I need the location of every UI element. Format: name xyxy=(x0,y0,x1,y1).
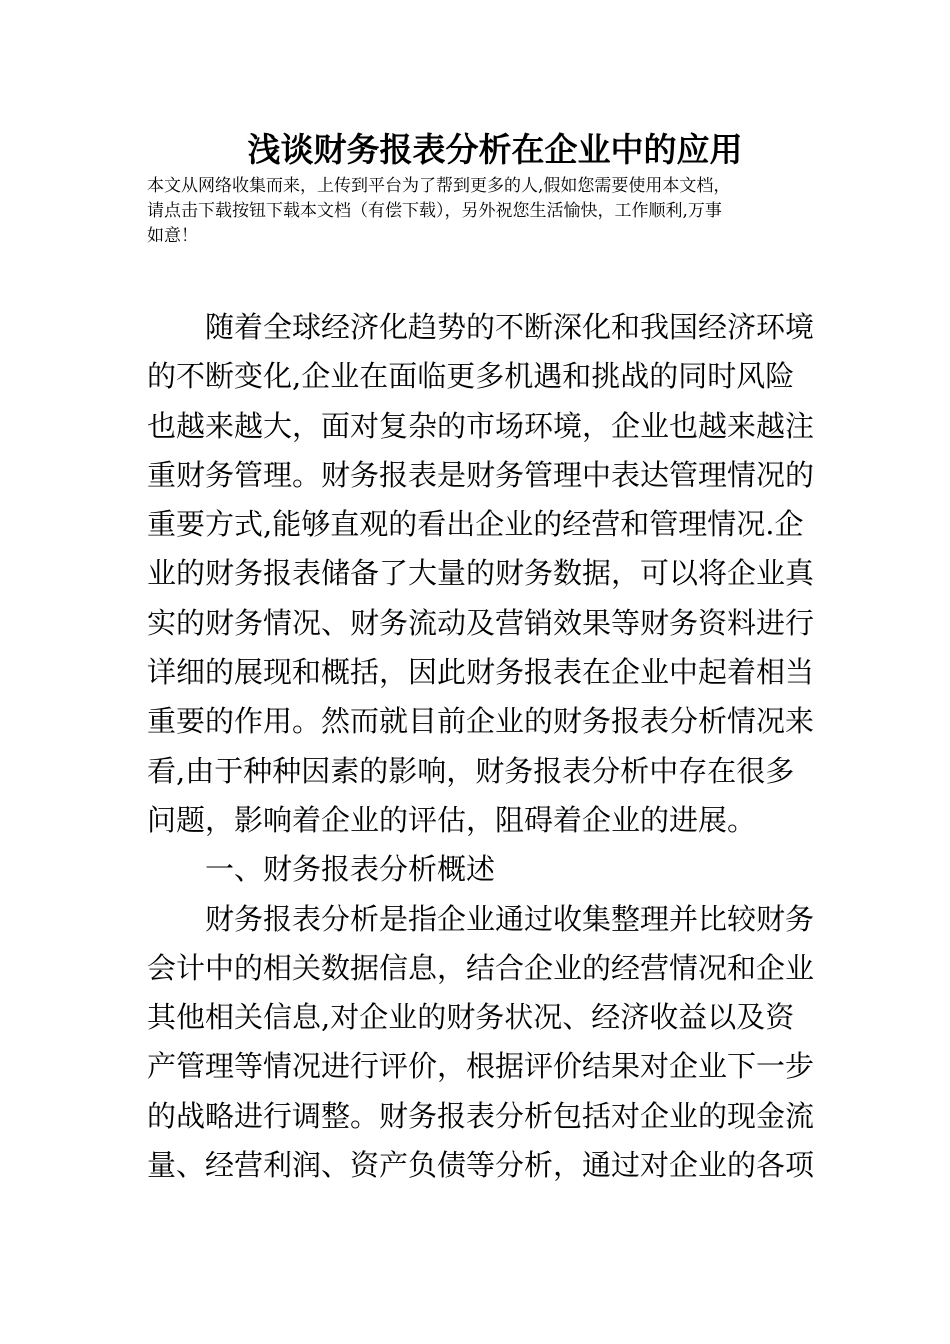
body-line: 详细的展现和概括，因此财务报表在企业中起着相当 xyxy=(147,655,815,690)
notice-line: 请点击下载按钮下载本文档（有偿下载），另外祝您生活愉快，工作顺利,万事 xyxy=(147,201,722,221)
download-notice xyxy=(147,174,812,249)
body-line: 产管理等情况进行评价，根据评价结果对企业下一步 xyxy=(147,1049,815,1084)
notice-line: 如意！ xyxy=(147,226,198,246)
body-line: 量、经营利润、资产负债等分析，通过对企业的各项 xyxy=(147,1148,815,1183)
body-line: 实的财务情况、财务流动及营销效果等财务资料进行 xyxy=(147,605,815,640)
article-body xyxy=(147,303,815,1190)
body-line: 随着全球经济化趋势的不断深化和我国经济环境 xyxy=(205,310,815,344)
body-line: 其他相关信息,对企业的财务状况、经济收益以及资 xyxy=(147,1000,795,1035)
body-line: 重要方式,能够直观的看出企业的经营和管理情况.企 xyxy=(147,507,804,542)
document-title: 浅谈财务报表分析在企业中的应用 xyxy=(247,130,743,169)
notice-line: 本文从网络收集而来，上传到平台为了帮到更多的人,假如您需要使用本文档， xyxy=(147,176,731,196)
body-line: 也越来越大，面对复杂的市场环境，企业也越来越注 xyxy=(147,408,815,443)
body-line: 重要的作用。然而就目前企业的财务报表分析情况来 xyxy=(147,704,815,739)
body-line: 看,由于种种因素的影响，财务报表分析中存在很多 xyxy=(147,753,795,788)
body-line: 的不断变化,企业在面临更多机遇和挑战的同时风险 xyxy=(147,359,795,394)
body-line: 业的财务报表储备了大量的财务数据，可以将企业真 xyxy=(147,556,815,591)
body-line: 问题，影响着企业的评估，阻碍着企业的进展。 xyxy=(147,802,757,837)
body-line: 重财务管理。财务报表是财务管理中表达管理情况的 xyxy=(147,457,815,492)
section-heading: 一、财务报表分析概述 xyxy=(205,852,496,887)
body-line: 财务报表分析是指企业通过收集整理并比较财务 xyxy=(205,901,815,936)
body-line: 会计中的相关数据信息，结合企业的经营情况和企业 xyxy=(147,950,815,985)
body-line: 的战略进行调整。财务报表分析包括对企业的现金流 xyxy=(147,1098,815,1133)
